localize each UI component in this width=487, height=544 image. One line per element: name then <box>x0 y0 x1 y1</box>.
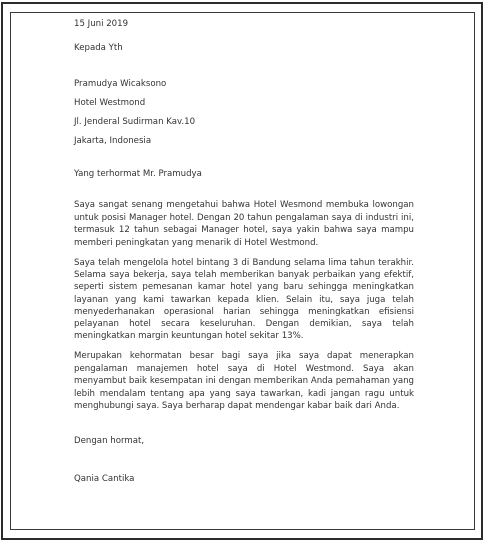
recipient-name: Pramudya Wicaksono <box>74 79 167 89</box>
recipient-label: Kepada Yth <box>74 43 123 53</box>
salutation: Yang terhormat Mr. Pramudya <box>74 169 202 179</box>
recipient-city: Jakarta, Indonesia <box>74 136 152 146</box>
recipient-street: Jl. Jenderal Sudirman Kav.10 <box>74 117 196 127</box>
paragraph-3: Merupakan kehormatan besar bagi saya jika saya dapat menerapkan pengalaman manajemen hotel saya di Hotel Westmond. Saya akan menyambut baik kesempatan ini dengan memberikan Anda pemahaman yang lebih mendalam tentang apa yang saya tawarkan, kadi jangan ragu untuk menghubungi saya. Saya berharap dapat mendengar kabar baik dari Anda. <box>74 351 414 412</box>
recipient-company: Hotel Westmond <box>74 98 146 108</box>
paragraph-1: Saya sangat senang mengetahui bahwa Hotel Wesmond membuka lowongan untuk posisi Manager hotel. Dengan 20 tahun pengalaman saya di industri ini, termasuk 12 tahun sebagai Manager hotel, saya yakin bahwa saya mampu memberi peningkatan yang menarik di Hotel Westmond. <box>74 200 414 248</box>
letter-body <box>74 18 414 485</box>
letter-date: 15 Juni 2019 <box>74 19 129 29</box>
sender-name: Qania Cantika <box>74 473 135 484</box>
paragraph-2: Saya telah mengelola hotel bintang 3 di Bandung selama lima tahun terakhir. Selama saya bekerja, saya telah memberikan banyak perbaikan yang efektif, seperti sistem pemesanan kamar hotel yang baru sehingga meningkatkan layanan yang kami tawarkan kepada klien. Selain itu, saya juga telah menyederhanakan operasional harian sehingga meningkatkan efisiensi pelayanan hotel secara keseluruhan. Dengan demikian, saya telah meningkatkan margin keuntungan hotel sekitar 13%. <box>74 258 414 342</box>
closing: Dengan hormat, <box>74 435 145 446</box>
